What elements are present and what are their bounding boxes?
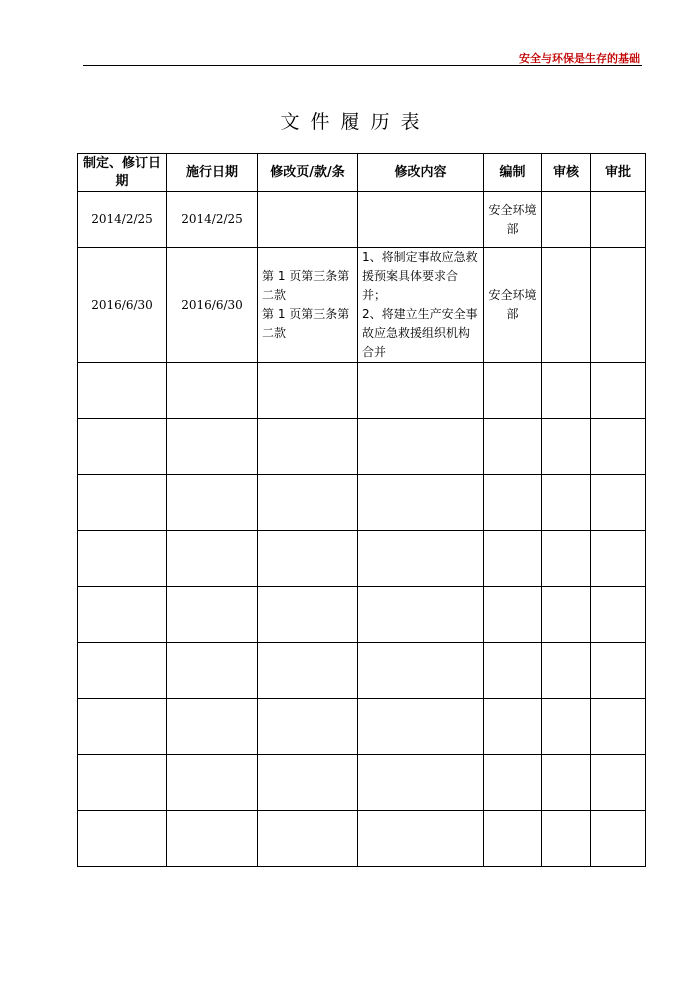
- column-header-modification-content: 修改内容: [358, 154, 484, 192]
- modification-content-cell: [358, 419, 484, 475]
- editor-cell: [484, 587, 542, 643]
- modified-section-cell: [258, 363, 358, 419]
- reviewer-cell: [542, 587, 591, 643]
- editor-cell: [484, 643, 542, 699]
- reviewer-cell: [542, 475, 591, 531]
- column-header-approver: 审批: [591, 154, 646, 192]
- table-row-blank: [78, 643, 646, 699]
- approver-cell: [591, 811, 646, 867]
- page-title: 文件履历表: [280, 111, 431, 133]
- document-history-table: [77, 153, 646, 867]
- editor-cell: [484, 363, 542, 419]
- reviewer-cell: [542, 419, 591, 475]
- editor-cell: [484, 699, 542, 755]
- reviewer-cell: [542, 699, 591, 755]
- modified-section-cell: [258, 475, 358, 531]
- approver-cell: [591, 643, 646, 699]
- editor-cell: 安全环境部: [484, 192, 542, 248]
- approver-cell: [591, 755, 646, 811]
- modification-content-cell: [358, 755, 484, 811]
- effective-date-cell: [167, 699, 258, 755]
- editor-cell: [484, 531, 542, 587]
- modified-section-cell: [258, 755, 358, 811]
- modified-section-cell: 第 1 页第三条第二款 第 1 页第三条第二款: [258, 248, 358, 363]
- effective-date-cell: 2016/6/30: [167, 248, 258, 363]
- table-row-blank: [78, 363, 646, 419]
- modification-content-cell: [358, 587, 484, 643]
- revision-date-cell: 2016/6/30: [78, 248, 167, 363]
- table-row-blank: [78, 531, 646, 587]
- reviewer-cell: [542, 755, 591, 811]
- table-row-blank: [78, 475, 646, 531]
- revision-date-cell: [78, 587, 167, 643]
- table-row-blank: [78, 755, 646, 811]
- column-header-effective-date: 施行日期: [167, 154, 258, 192]
- modification-content-cell: [358, 811, 484, 867]
- column-header-reviewer: 审核: [542, 154, 591, 192]
- header-slogan: 安全与环保是生存的基础: [519, 52, 640, 65]
- revision-date-cell: [78, 531, 167, 587]
- modification-content-cell: [358, 475, 484, 531]
- modification-content-cell: [358, 643, 484, 699]
- table-row: [78, 248, 646, 363]
- modification-content-cell: [358, 531, 484, 587]
- revision-date-cell: [78, 643, 167, 699]
- table-header-row: [78, 154, 646, 192]
- revision-date-cell: 2014/2/25: [78, 192, 167, 248]
- editor-cell: [484, 475, 542, 531]
- table-row-blank: [78, 587, 646, 643]
- column-header-revision-date: 制定、修订日期: [78, 154, 167, 192]
- modified-section-cell: [258, 587, 358, 643]
- editor-cell: 安全环境部: [484, 248, 542, 363]
- revision-date-cell: [78, 419, 167, 475]
- table-row-blank: [78, 419, 646, 475]
- effective-date-cell: [167, 755, 258, 811]
- column-header-modified-section: 修改页/款/条: [258, 154, 358, 192]
- effective-date-cell: [167, 587, 258, 643]
- effective-date-cell: [167, 643, 258, 699]
- modification-content-cell: [358, 699, 484, 755]
- table-row-blank: [78, 699, 646, 755]
- reviewer-cell: [542, 363, 591, 419]
- modification-content-cell: [358, 363, 484, 419]
- modified-section-cell: [258, 643, 358, 699]
- editor-cell: [484, 419, 542, 475]
- reviewer-cell: [542, 643, 591, 699]
- effective-date-cell: [167, 531, 258, 587]
- revision-date-cell: [78, 811, 167, 867]
- table-row-blank: [78, 811, 646, 867]
- effective-date-cell: [167, 363, 258, 419]
- approver-cell: [591, 475, 646, 531]
- revision-date-cell: [78, 699, 167, 755]
- column-header-editor: 编制: [484, 154, 542, 192]
- approver-cell: [591, 419, 646, 475]
- reviewer-cell: [542, 531, 591, 587]
- modified-section-cell: [258, 531, 358, 587]
- table-row: [78, 192, 646, 248]
- approver-cell: [591, 363, 646, 419]
- approver-cell: [591, 248, 646, 363]
- reviewer-cell: [542, 811, 591, 867]
- effective-date-cell: [167, 475, 258, 531]
- editor-cell: [484, 755, 542, 811]
- revision-date-cell: [78, 363, 167, 419]
- modified-section-cell: [258, 419, 358, 475]
- reviewer-cell: [542, 192, 591, 248]
- modified-section-cell: [258, 699, 358, 755]
- approver-cell: [591, 587, 646, 643]
- header-divider: [83, 65, 642, 66]
- approver-cell: [591, 699, 646, 755]
- modified-section-cell: [258, 811, 358, 867]
- effective-date-cell: [167, 811, 258, 867]
- approver-cell: [591, 531, 646, 587]
- approver-cell: [591, 192, 646, 248]
- modification-content-cell: 1、将制定事故应急救援预案具体要求合并； 2、将建立生产安全事故应急救援组织机构合并: [358, 248, 484, 363]
- effective-date-cell: [167, 419, 258, 475]
- reviewer-cell: [542, 248, 591, 363]
- effective-date-cell: 2014/2/25: [167, 192, 258, 248]
- editor-cell: [484, 811, 542, 867]
- revision-date-cell: [78, 475, 167, 531]
- modified-section-cell: [258, 192, 358, 248]
- revision-date-cell: [78, 755, 167, 811]
- modification-content-cell: [358, 192, 484, 248]
